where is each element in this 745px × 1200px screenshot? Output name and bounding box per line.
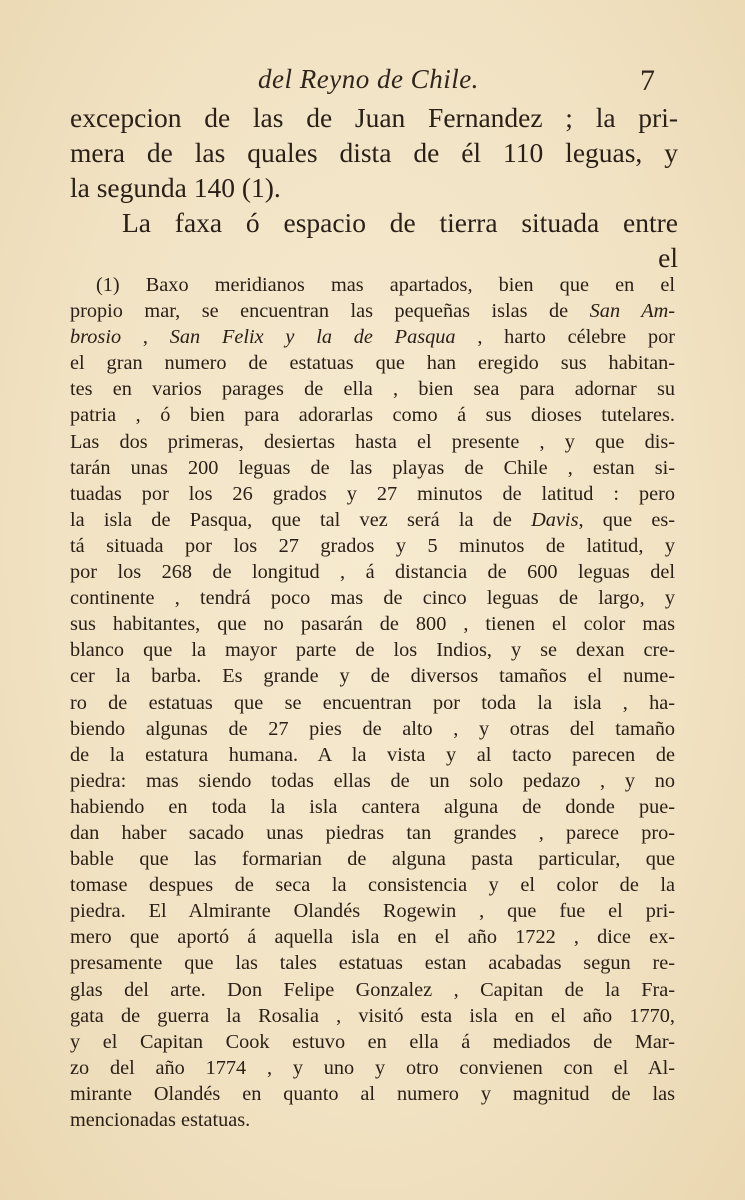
- footnote-line: y el Capitan Cook estuvo en ella á mediados de Mar-: [70, 1030, 675, 1053]
- catchword: el: [658, 242, 678, 273]
- footnote-line: glas del arte. Don Felipe Gonzalez , Capitan de la Fra-: [70, 978, 675, 1001]
- footnote-line: Las dos primeras, desiertas hasta el presente , y que dis-: [70, 430, 675, 453]
- footnote-line: piedra: mas siendo todas ellas de un solo pedazo , y no: [70, 769, 675, 792]
- footnote-line: tarán unas 200 leguas de las playas de Chile , estan si-: [70, 456, 675, 479]
- footnote-line: mirante Olandés en quanto al numero y magnitud de las: [70, 1082, 675, 1105]
- italic-text: San Felix y la de Pasqua: [169, 326, 456, 349]
- footnote-line: blanco que la mayor parte de los Indios, y se dexan cre-: [70, 639, 675, 662]
- footnote-line: cer la barba. Es grande y de diversos tamaños el nume-: [70, 665, 675, 688]
- italic-text: Davis: [531, 508, 579, 531]
- footnote-line: brosio , San Felix y la de Pasqua , harto célebre por: [70, 326, 675, 349]
- footnote-line: presamente que las tales estatuas estan acabadas segun re-: [70, 952, 675, 975]
- body-line: excepcion de las de Juan Fernandez ; la pri-: [70, 102, 678, 133]
- footnote-line: tá situada por los 27 grados y 5 minutos de latitud, y: [70, 534, 675, 557]
- footnote-line: (1) Baxo meridianos mas apartados, bien que en el: [96, 274, 675, 296]
- footnote-line: tuadas por los 26 grados y 27 minutos de latitud : pero: [70, 482, 675, 505]
- body-line: la segunda 140 (1).: [70, 172, 281, 203]
- italic-text: brosio: [70, 326, 122, 349]
- footnote-line: patria , ó bien para adorarlas como á sus dioses tutelares.: [70, 404, 675, 427]
- footnote-line: el gran numero de estatuas que han eregido sus habitan-: [70, 352, 675, 375]
- footnote-line: sus habitantes, que no pasarán de 800 , tienen el color mas: [70, 613, 675, 636]
- page-number: 7: [640, 64, 655, 97]
- footnote-line: continente , tendrá poco mas de cinco leguas de largo, y: [70, 587, 675, 610]
- body-line: La faxa ó espacio de tierra situada entre: [122, 207, 678, 238]
- footnote-line: dan haber sacado unas piedras tan grandes , parece pro-: [70, 821, 675, 844]
- footnote-line: biendo algunas de 27 pies de alto , y otras del tamaño: [70, 717, 675, 740]
- footnote-line: mencionadas estatuas.: [70, 1109, 251, 1131]
- footnote-line: ro de estatuas que se encuentran por toda la isla , ha-: [70, 691, 675, 714]
- footnote-line: por los 268 de longitud , á distancia de 600 leguas del: [70, 561, 675, 584]
- footnote-line: la isla de Pasqua, que tal vez será la de Davis, que es-: [70, 508, 675, 531]
- footnote-line: tomase despues de seca la consistencia y el color de la: [70, 874, 675, 897]
- footnote-line: propio mar, se encuentran las pequeñas islas de San Am-: [70, 300, 675, 323]
- italic-text: San Am-: [589, 300, 675, 323]
- main-text: [70, 100, 678, 275]
- footnote-line: zo del año 1774 , y uno y otro convienen con el Al-: [70, 1056, 675, 1079]
- footnote-line: gata de guerra la Rosalia , visitó esta isla en el año 1770,: [70, 1004, 675, 1027]
- footnote: [70, 272, 675, 1133]
- footnote-line: tes en varios parages de ella , bien sea para adornar su: [70, 378, 675, 401]
- footnote-line: de la estatura humana. A la vista y al tacto parecen de: [70, 743, 675, 766]
- footnote-line: habiendo en toda la isla cantera alguna de donde pue-: [70, 795, 675, 818]
- running-head: [0, 64, 745, 104]
- footnote-line: bable que las formarian de alguna pasta particular, que: [70, 848, 675, 871]
- footnote-line: piedra. El Almirante Olandés Rogewin , que fue el pri-: [70, 900, 675, 923]
- running-title: del Reyno de Chile.: [258, 64, 479, 94]
- footnote-line: mero que aportó á aquella isla en el año 1722 , dice ex-: [70, 926, 675, 949]
- body-line: mera de las quales dista de él 110 leguas, y: [70, 137, 678, 168]
